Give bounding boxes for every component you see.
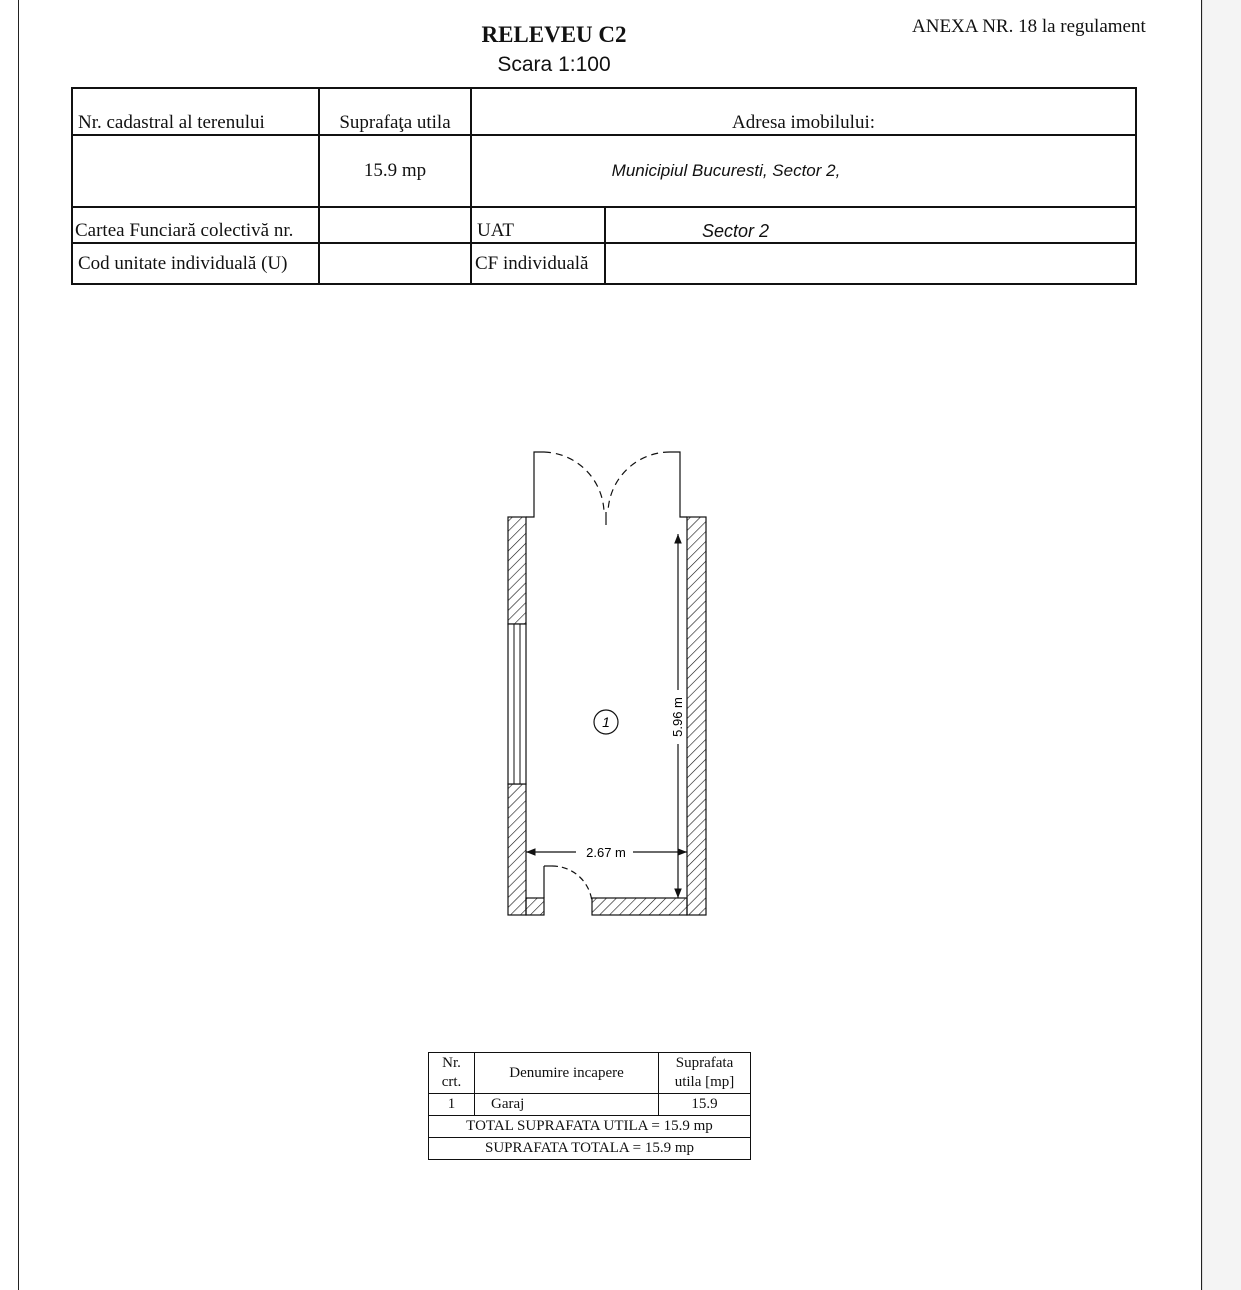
collective-cf-value: [319, 207, 471, 243]
page-title: RELEVEU C2: [481, 22, 627, 47]
cadastral-number-value: [72, 135, 319, 207]
row-name: Garaj: [475, 1094, 659, 1116]
left-margin-line: [18, 0, 19, 1290]
unit-code-label: Cod unitate individuală (U): [72, 243, 319, 284]
unit-code-value: [319, 243, 471, 284]
rooms-table: [428, 1052, 751, 1160]
col-header-area: Suprafata utila [mp]: [659, 1053, 751, 1094]
garage-double-door: [526, 452, 687, 525]
usable-area-label: Suprafaţa utila: [319, 88, 471, 135]
collective-cf-label: Cartea Funciară colectivă nr.: [72, 207, 319, 243]
right-wall: [687, 517, 706, 915]
row-nr: 1: [429, 1094, 475, 1116]
usable-area-value: 15.9 mp: [319, 135, 471, 207]
total-usable-area: TOTAL SUPRAFATA UTILA = 15.9 mp: [429, 1116, 751, 1138]
bottom-wall-left: [526, 898, 544, 915]
entry-door: [544, 866, 592, 902]
address-label: Adresa imobilului:: [471, 88, 1136, 135]
individual-cf-value: [605, 243, 1136, 284]
page-edge: [1202, 0, 1241, 1290]
individual-cf-label: CF individuală: [471, 243, 605, 284]
left-wall-lower: [508, 784, 526, 915]
col-header-name: Denumire incapere: [475, 1053, 659, 1094]
col-header-nr: Nr. crt.: [429, 1053, 475, 1094]
room-number-label: 1: [602, 714, 610, 730]
bottom-wall-right: [592, 898, 687, 915]
uat-value: Sector 2: [605, 207, 1136, 243]
row-area: 15.9: [659, 1094, 751, 1116]
total-area: SUPRAFATA TOTALA = 15.9 mp: [429, 1138, 751, 1160]
annex-label: ANEXA NR. 18 la regulament: [912, 16, 1146, 37]
address-value: Municipiul Bucuresti, Sector 2,: [471, 135, 1136, 207]
left-wall-upper: [508, 517, 526, 624]
scale-label: Scara 1:100: [497, 53, 611, 76]
cadastral-header-table: [71, 87, 1137, 285]
window: [508, 624, 526, 784]
width-dimension-label: 2.67 m: [586, 845, 626, 860]
uat-label: UAT: [471, 207, 605, 243]
floor-plan: [490, 440, 720, 920]
length-dimension-label: 5.96 m: [670, 697, 685, 737]
cadastral-number-label: Nr. cadastral al terenului: [72, 88, 319, 135]
table-row: [429, 1094, 751, 1116]
